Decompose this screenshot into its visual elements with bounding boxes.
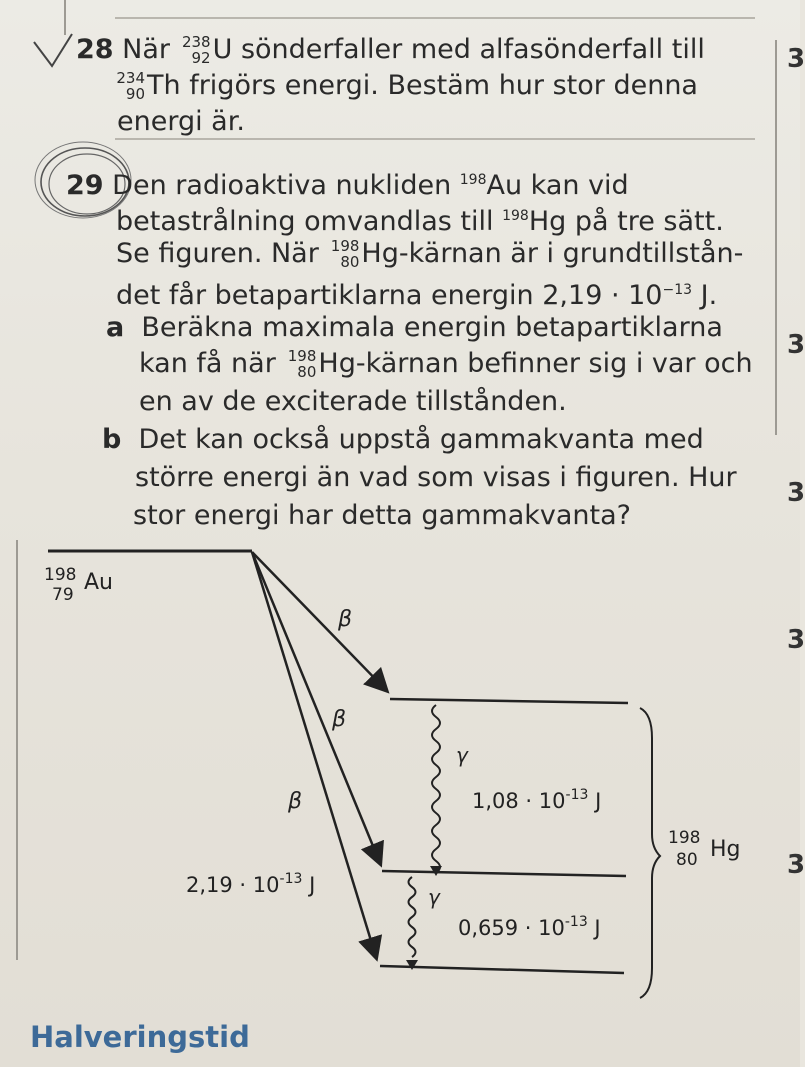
problem-29-line-2: betastrålning omvandlas till $^{198}$Hg på tre sätt. bbox=[116, 206, 724, 237]
gamma-1-energy-label: $1,08 \cdot 10^{-13}$ J bbox=[472, 787, 602, 813]
beta-ground-energy-label: $2,19 \cdot 10^{-13}$ J bbox=[186, 871, 316, 897]
problem-29-line-3: Se figuren. När 198 80 Hg-kärnan är i grundtillstån- bbox=[116, 236, 744, 271]
problem-28-line-1: 28 När 238 92 U sönderfaller med alfasönderfall till bbox=[76, 32, 705, 67]
right-margin-line bbox=[775, 40, 777, 435]
margin-number: 3 bbox=[787, 850, 805, 880]
top-rule bbox=[115, 17, 755, 19]
hg-nuclide-inline: 198 80 bbox=[330, 236, 360, 271]
problem-28-line-2: 234 90 Th frigörs energi. Bestäm hur stor denna bbox=[113, 68, 698, 104]
hg-level-2-line bbox=[390, 699, 628, 703]
margin-number: 3 bbox=[787, 330, 805, 360]
gamma-2-energy-label: $0,659 \cdot 10^{-13}$ J bbox=[458, 914, 601, 940]
hg-nuclide-a: 198 80 bbox=[287, 346, 317, 381]
hg-z-label: 80 bbox=[676, 850, 698, 870]
problem-28-number: 28 bbox=[76, 34, 114, 65]
margin-number: 3 bbox=[787, 625, 805, 655]
problem-29-line-1: 29 Den radioaktiva nukliden $^{198}$Au kan vid bbox=[66, 170, 629, 201]
hg-symbol-label: Hg bbox=[710, 837, 741, 862]
gamma-arrow-2-head bbox=[406, 960, 418, 970]
beta-label-3: β bbox=[288, 789, 303, 814]
hg-brace bbox=[640, 708, 660, 998]
section-heading: Halveringstid bbox=[30, 1020, 250, 1054]
subquestion-a-line-1: a Beräkna maximala energin betapartiklarna bbox=[106, 312, 723, 343]
beta-label-1: β bbox=[338, 607, 353, 632]
decay-diagram bbox=[0, 530, 800, 1000]
au-mass-label: 198 bbox=[44, 565, 77, 585]
gamma-label-1: γ bbox=[456, 743, 468, 767]
hg-ground-line bbox=[380, 966, 624, 973]
th-nuclide: 234 90 bbox=[116, 68, 145, 103]
au-symbol-label: Au bbox=[84, 570, 113, 595]
beta-label-2: β bbox=[332, 707, 347, 732]
margin-number: 3 bbox=[787, 44, 805, 74]
subquestion-a-line-2: kan få när 198 80 Hg-kärnan befinner sig i var och bbox=[139, 346, 753, 381]
gamma-label-2: γ bbox=[428, 885, 440, 909]
problem-28-line-3: energi är. bbox=[117, 106, 245, 137]
margin-number: 3 bbox=[787, 478, 805, 508]
beta-arrow-to-level-1 bbox=[252, 552, 380, 863]
gamma-wave-1 bbox=[432, 705, 440, 873]
hg-mass-label: 198 bbox=[668, 828, 701, 848]
subquestion-a-line-3: en av de exciterade tillstånden. bbox=[139, 386, 567, 417]
u-nuclide: 238 92 bbox=[181, 32, 211, 67]
subquestion-b-line-2: större energi än vad som visas i figuren. Hur bbox=[135, 462, 737, 493]
au-z-label: 79 bbox=[52, 585, 74, 605]
hg-level-1-line bbox=[382, 871, 626, 876]
subquestion-b-line-1: b Det kan också uppstå gammakvanta med bbox=[102, 424, 704, 455]
problem-29-line-4: det får betapartiklarna energin $2,19 \cdot 10^{-13}$ J. bbox=[116, 280, 718, 311]
problem-29-number: 29 bbox=[66, 170, 104, 201]
checkmark-icon bbox=[30, 30, 80, 80]
gamma-wave-2 bbox=[409, 877, 416, 957]
subquestion-b-line-3: stor energi har detta gammakvanta? bbox=[133, 500, 631, 531]
